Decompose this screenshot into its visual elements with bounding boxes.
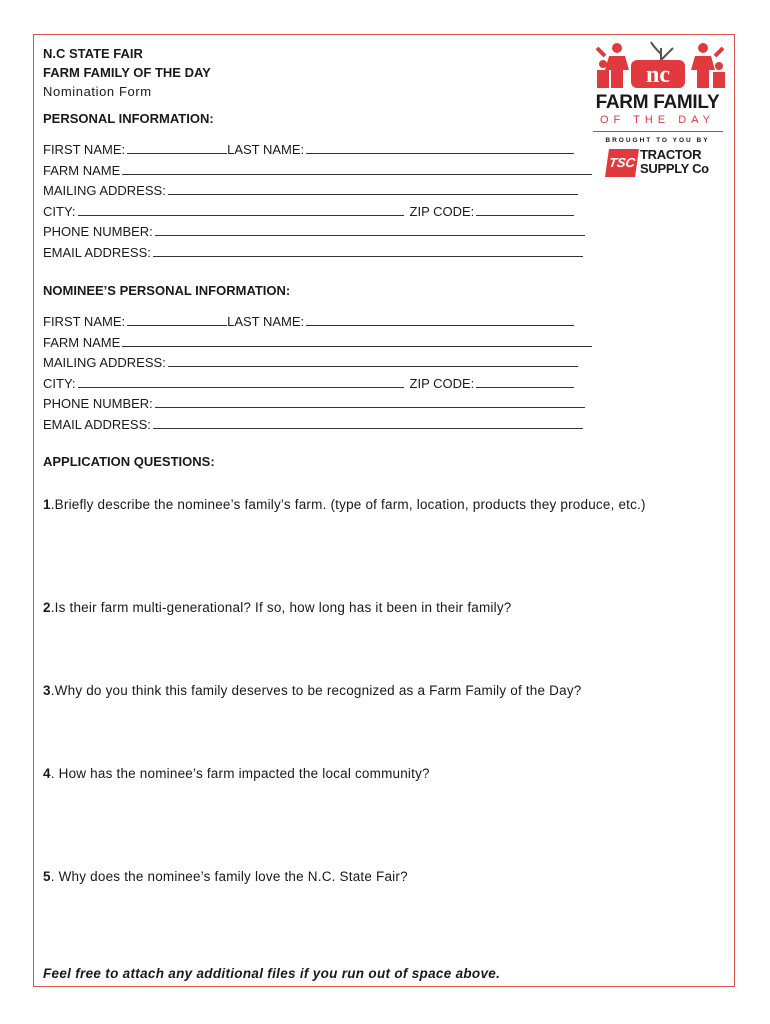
first-name-label: FIRST NAME: [43, 142, 126, 157]
tsc-name-line1: TRACTOR [640, 147, 702, 162]
nominee-mailing-address-label: MAILING ADDRESS: [43, 355, 166, 371]
question-1 [43, 494, 703, 515]
personal-name-row [43, 140, 592, 161]
city-field[interactable] [78, 203, 404, 216]
nominee-email-address-label: EMAIL ADDRESS: [43, 416, 151, 432]
nominee-mailing-row [43, 353, 592, 374]
question-2-text: .Is their farm multi-generational? If so, how long has it been in their family? [50, 600, 512, 615]
form-header [43, 44, 211, 101]
zip-code-field[interactable] [476, 203, 574, 216]
personal-farm-row [43, 161, 592, 182]
personal-info-fields [43, 140, 592, 264]
nominee-farm-row [43, 333, 592, 354]
application-questions-title: APPLICATION QUESTIONS: [43, 454, 215, 469]
personal-info-title: PERSONAL INFORMATION: [43, 111, 214, 126]
header-fair: N.C STATE FAIR [43, 46, 143, 61]
city-label: CITY: [43, 203, 76, 219]
tsc-badge-icon: TSC [605, 149, 639, 177]
nominee-last-name-field[interactable] [306, 313, 574, 326]
email-address-field[interactable] [153, 244, 583, 257]
question-3-number: 3 [43, 683, 51, 698]
farm-name-field[interactable] [122, 162, 592, 175]
nominee-city-label: CITY: [43, 375, 76, 391]
nominee-email-row [43, 415, 592, 436]
question-2-number: 2 [43, 600, 51, 615]
nc-logo-text: nc [646, 62, 670, 88]
nominee-zip-code-label: ZIP CODE: [409, 375, 475, 391]
family-figures-icon [585, 40, 730, 92]
nominee-email-address-field[interactable] [153, 416, 583, 429]
farm-name-label: FARM NAME [43, 162, 121, 178]
attachment-note: Feel free to attach any additional files if you run out of space above. [43, 966, 501, 981]
tractor-supply-logo [640, 148, 709, 176]
nominee-zip-code-field[interactable] [476, 375, 574, 388]
nominee-info-title: NOMINEE’S PERSONAL INFORMATION: [43, 283, 291, 298]
last-name-label: LAST NAME: [227, 142, 305, 157]
nominee-city-field[interactable] [78, 375, 404, 388]
nominee-farm-name-label: FARM NAME [43, 334, 121, 350]
question-5-number: 5 [43, 869, 51, 884]
question-4 [43, 763, 703, 784]
personal-email-row [43, 243, 592, 264]
nominee-first-name-label: FIRST NAME: [43, 314, 126, 329]
logo-divider [593, 131, 723, 132]
tsc-name-line2: SUPPLY Co [640, 161, 709, 176]
personal-city-row [43, 202, 592, 223]
farm-family-logo [585, 40, 730, 185]
logo-subtitle: OF THE DAY [600, 114, 715, 126]
header-form-name: Nomination Form [43, 84, 152, 99]
nominee-mailing-address-field[interactable] [168, 354, 578, 367]
nominee-phone-number-field[interactable] [155, 395, 585, 408]
first-name-field[interactable] [127, 141, 227, 154]
nominee-phone-row [43, 394, 592, 415]
mailing-address-label: MAILING ADDRESS: [43, 183, 166, 199]
question-1-number: 1 [43, 497, 51, 512]
email-address-label: EMAIL ADDRESS: [43, 244, 151, 260]
mailing-address-field[interactable] [168, 182, 578, 195]
question-4-text: . How has the nominee’s farm impacted the local community? [50, 766, 430, 781]
question-4-number: 4 [43, 766, 51, 781]
nominee-first-name-field[interactable] [127, 313, 227, 326]
nominee-farm-name-field[interactable] [122, 334, 592, 347]
header-program: FARM FAMILY OF THE DAY [43, 65, 211, 80]
question-3-text: .Why do you think this family deserves to be recognized as a Farm Family of the Day? [50, 683, 582, 698]
question-3 [43, 680, 703, 701]
logo-sponsor-caption: BROUGHT TO YOU BY [605, 137, 710, 144]
question-2 [43, 597, 703, 618]
zip-code-label: ZIP CODE: [409, 203, 475, 219]
personal-mailing-row [43, 181, 592, 202]
nominee-city-row [43, 374, 592, 395]
nominee-info-fields [43, 312, 592, 436]
logo-title: FARM FAMILY [595, 92, 720, 113]
personal-phone-row [43, 222, 592, 243]
nominee-phone-number-label: PHONE NUMBER: [43, 396, 153, 412]
question-5 [43, 866, 703, 887]
nominee-last-name-label: LAST NAME: [227, 314, 305, 329]
nominee-name-row [43, 312, 592, 333]
phone-number-label: PHONE NUMBER: [43, 224, 153, 240]
question-5-text: . Why does the nominee’s family love the N.C. State Fair? [50, 869, 408, 884]
last-name-field[interactable] [306, 141, 574, 154]
question-1-text: .Briefly describe the nominee’s family’s farm. (type of farm, location, products they produce, etc.) [50, 497, 646, 512]
phone-number-field[interactable] [155, 223, 585, 236]
